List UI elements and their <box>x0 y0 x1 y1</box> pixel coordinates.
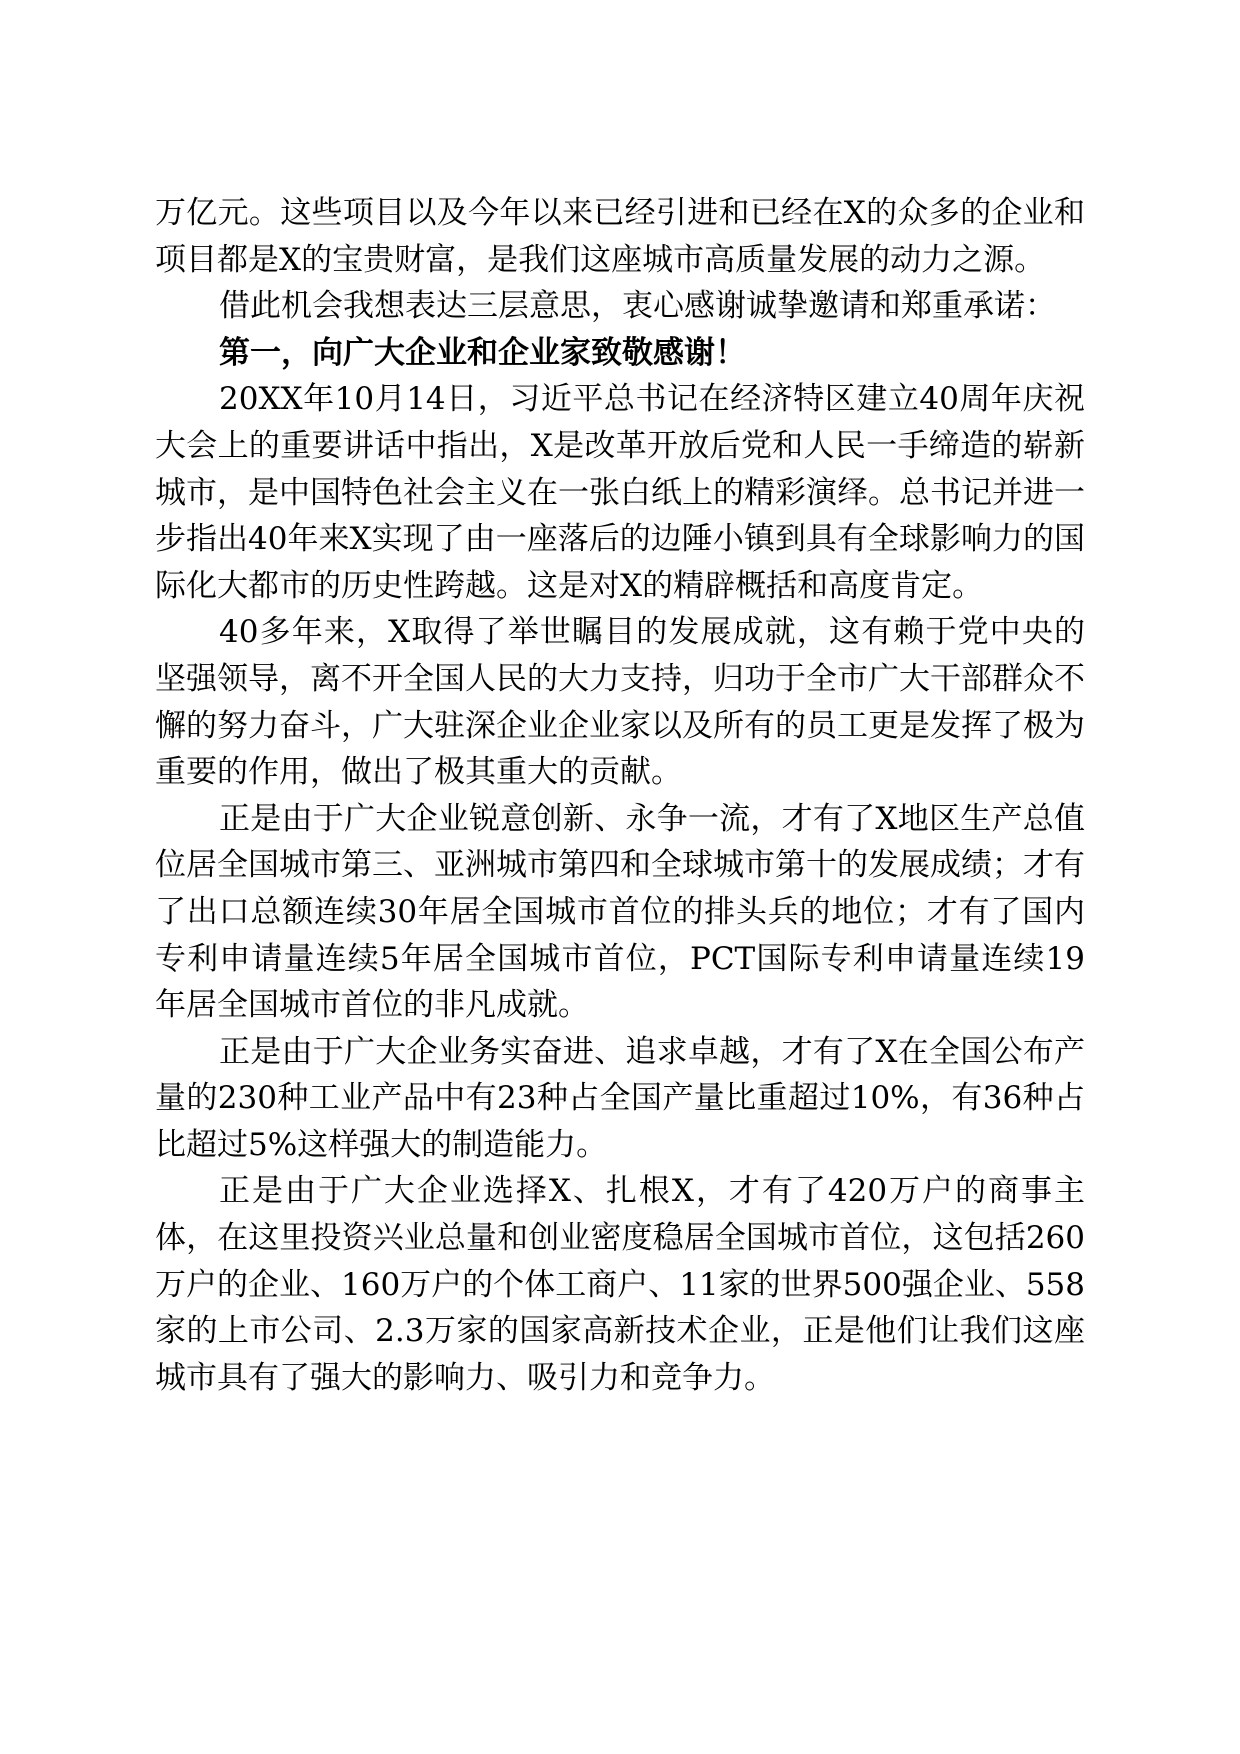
paragraph-market-entities: 正是由于广大企业选择X、扎根X，才有了420万户的商事主体，在这里投资兴业总量和创业密度稳居全国城市首位，这包括260万户的企业、160万户的个体工商户、11家的世界500强企业、558家的上市公司、2.3万家的国家高新技术企业，正是他们让我们这座城市具有了强大的影响力、吸引力和竞争力。 <box>155 1173 1085 1396</box>
paragraph-three-meanings: 借此机会我想表达三层意思，衷心感谢诚挚邀请和郑重承诺： <box>219 288 1056 325</box>
paragraph-speech-quote: 20XX年10月14日，习近平总书记在经济特区建立40周年庆祝大会上的重要讲话中指出，X是改革开放后党和人民一手缔造的崭新城市，是中国特色社会主义在一张白纸上的精彩演绎。总书记并进一步指出40年来X实现了由一座落后的边陲小镇到具有全球影响力的国际化大都市的历史性跨越。这是对X的精辟概括和高度肯定。 <box>155 381 1085 604</box>
paragraph-manufacturing: 正是由于广大企业务实奋进、追求卓越，才有了X在全国公布产量的230种工业产品中有23种占全国产量比重超过10%，有36种占比超过5%这样强大的制造能力。 <box>155 1033 1085 1163</box>
paragraph-innovation: 正是由于广大企业锐意创新、永争一流，才有了X地区生产总值位居全国城市第三、亚洲城市第四和全球城市第十的发展成绩；才有了出口总额连续30年居全国城市首位的排头兵的地位；才有了国内专利申请量连续5年居全国城市首位，PCT国际专利申请量连续19年居全国城市首位的非凡成就。 <box>155 800 1085 1024</box>
document-body <box>155 190 1085 1401</box>
section-heading-first: 第一，向广大企业和企业家致敬感谢！ <box>219 334 746 371</box>
paragraph-40-years: 40多年来，X取得了举世瞩目的发展成就，这有赖于党中央的坚强领导，离不开全国人民的大力支持，归功于全市广大干部群众不懈的努力奋斗，广大驻深企业企业家以及所有的员工更是发挥了极为重要的作用，做出了极其重大的贡献。 <box>155 614 1085 791</box>
paragraph-intro: 万亿元。这些项目以及今年以来已经引进和已经在X的众多的企业和项目都是X的宝贵财富，是我们这座城市高质量发展的动力之源。 <box>155 195 1085 278</box>
